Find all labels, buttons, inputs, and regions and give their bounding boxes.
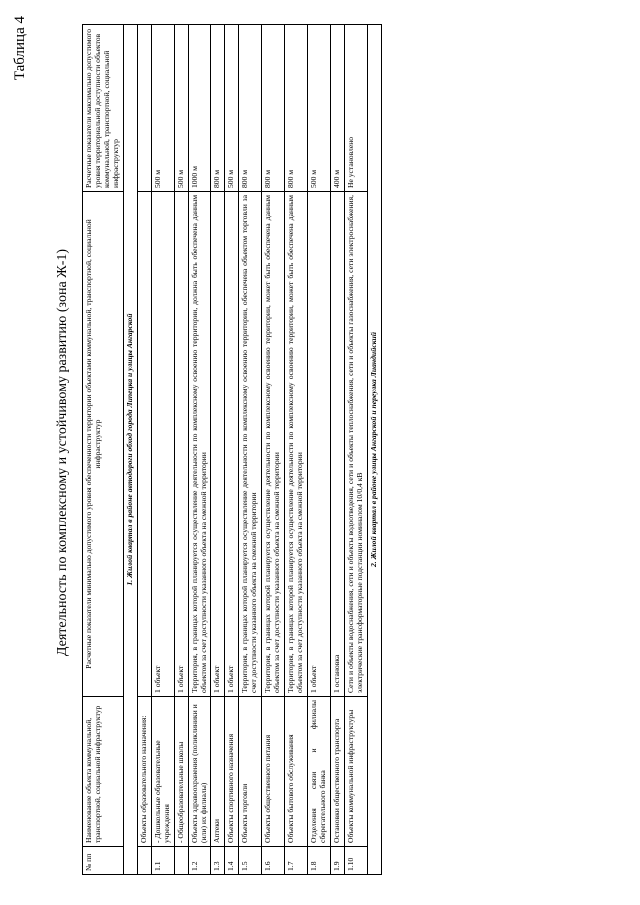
table-row [188,25,211,875]
row-min: Территория, в границах которой планируется осуществление деятельности по комплексному освоению территории, должна быть обеспечена данным объектом за счет доступности указанного объекта на смежной территории [188,192,211,697]
table-row [239,25,262,875]
row-num: 1.5 [239,847,262,875]
row-min: 1 объект [211,192,225,697]
table-row [225,25,239,875]
row-max: Не установлено [344,25,367,192]
row-name: Объекты здравоохранения (поликлиники и (или) их филиалы) [188,697,211,847]
requirements-table [82,24,382,875]
row-num: 1.6 [262,847,285,875]
row-name: Остановки общественного транспорта [331,697,345,847]
section-row [367,25,381,875]
row-max: 400 м [331,25,345,192]
row-min: Сети и объекты водоснабжения, сети и объекты водоотведения, сети и объекты теплоснабжения, сети и объекты газоснабжения, сети электроснабжения, электрические трансформаторные подстанции номиналом 10/0,4 кВ [344,192,367,697]
document-title: Деятельность по комплексному и устойчивому развитию (зона Ж-1) [55,248,70,657]
header-max-level: Расчетные показатели максимально допустимого уровня территориальной доступности объектов коммунальной, транспортной, социальной инфраструктур [83,25,124,192]
row-name: - Дошкольные образовательные учреждения [151,697,174,847]
row-num: 1.7 [285,847,308,875]
table-row [137,25,151,875]
row-min: 1 остановка [331,192,345,697]
table-row [151,25,174,875]
row-max [137,25,151,192]
row-name: Объекты образовательного назначения: [137,697,151,847]
row-max: 800 м [239,25,262,192]
table-row [285,25,308,875]
row-num: 1.2 [188,847,211,875]
row-num [137,847,151,875]
section-1-title: 1. Жилой квартал в районе автодороги обход города Липецка и улицы Ангарской [123,25,137,875]
table-row [174,25,188,875]
row-max: 800 м [211,25,225,192]
row-name: Объекты спортивного назначения [225,697,239,847]
row-num: 1.4 [225,847,239,875]
row-max: 800 м [262,25,285,192]
row-name: Отделения связи и филиалы сберегательного банка [308,697,331,847]
row-min: 1 объект [308,192,331,697]
row-min [137,192,151,697]
header-name: Наименование объекта коммунальной, транспортной, социальной инфраструктур [83,697,124,847]
row-max: 500 м [225,25,239,192]
row-num: 1.1 [151,847,174,875]
section-row [123,25,137,875]
row-name: Объекты коммунальной инфраструктуры [344,697,367,847]
row-min: 1 объект [225,192,239,697]
row-min: 1 объект [151,192,174,697]
section-2-title: 2. Жилой квартал в районе улицы Ангарской и переулка Лиандийский [367,25,381,875]
row-max: 500 м [174,25,188,192]
row-name: Объекты торговли [239,697,262,847]
header-num: № пп [83,847,124,875]
row-name: Объекты общественного питания [262,697,285,847]
table-row [211,25,225,875]
row-num: 1.10 [344,847,367,875]
row-name: Аптеки [211,697,225,847]
row-num: 1.3 [211,847,225,875]
row-num: 1.9 [331,847,345,875]
row-min: Территория, в границах которой планируется осуществление деятельности по комплексному освоению территории, обеспечена объектом торговли за счет доступности указанного объекта на смежной территории [239,192,262,697]
row-min: Территория, в границах которой планируется осуществление деятельности по комплексному освоению территории, может быть обеспечена данным объектом за счет доступности указанного объекта на смежной территории [285,192,308,697]
header-min-level: Расчетные показатели минимально допустимого уровня обеспеченности территории объектами коммунальной, транспортной, социальной инфраструктур [83,192,124,697]
row-num [174,847,188,875]
table-row [344,25,367,875]
row-min: Территория, в границах которой планируется осуществление деятельности по комплексному освоению территории, может быть обеспечена данным объектом за счет доступности указанного объекта на смежной территории [262,192,285,697]
table-caption: Таблица 4 [12,16,28,81]
row-max: 500 м [308,25,331,192]
row-name: Объекты бытового обслуживания [285,697,308,847]
row-max: 1000 м [188,25,211,192]
table-row [331,25,345,875]
row-max: 500 м [151,25,174,192]
row-name: - Общеобразовательные школы [174,697,188,847]
table-row [308,25,331,875]
row-num: 1.8 [308,847,331,875]
row-min: 1 объект [174,192,188,697]
header-row [83,25,124,875]
row-max: 800 м [285,25,308,192]
table-row [262,25,285,875]
